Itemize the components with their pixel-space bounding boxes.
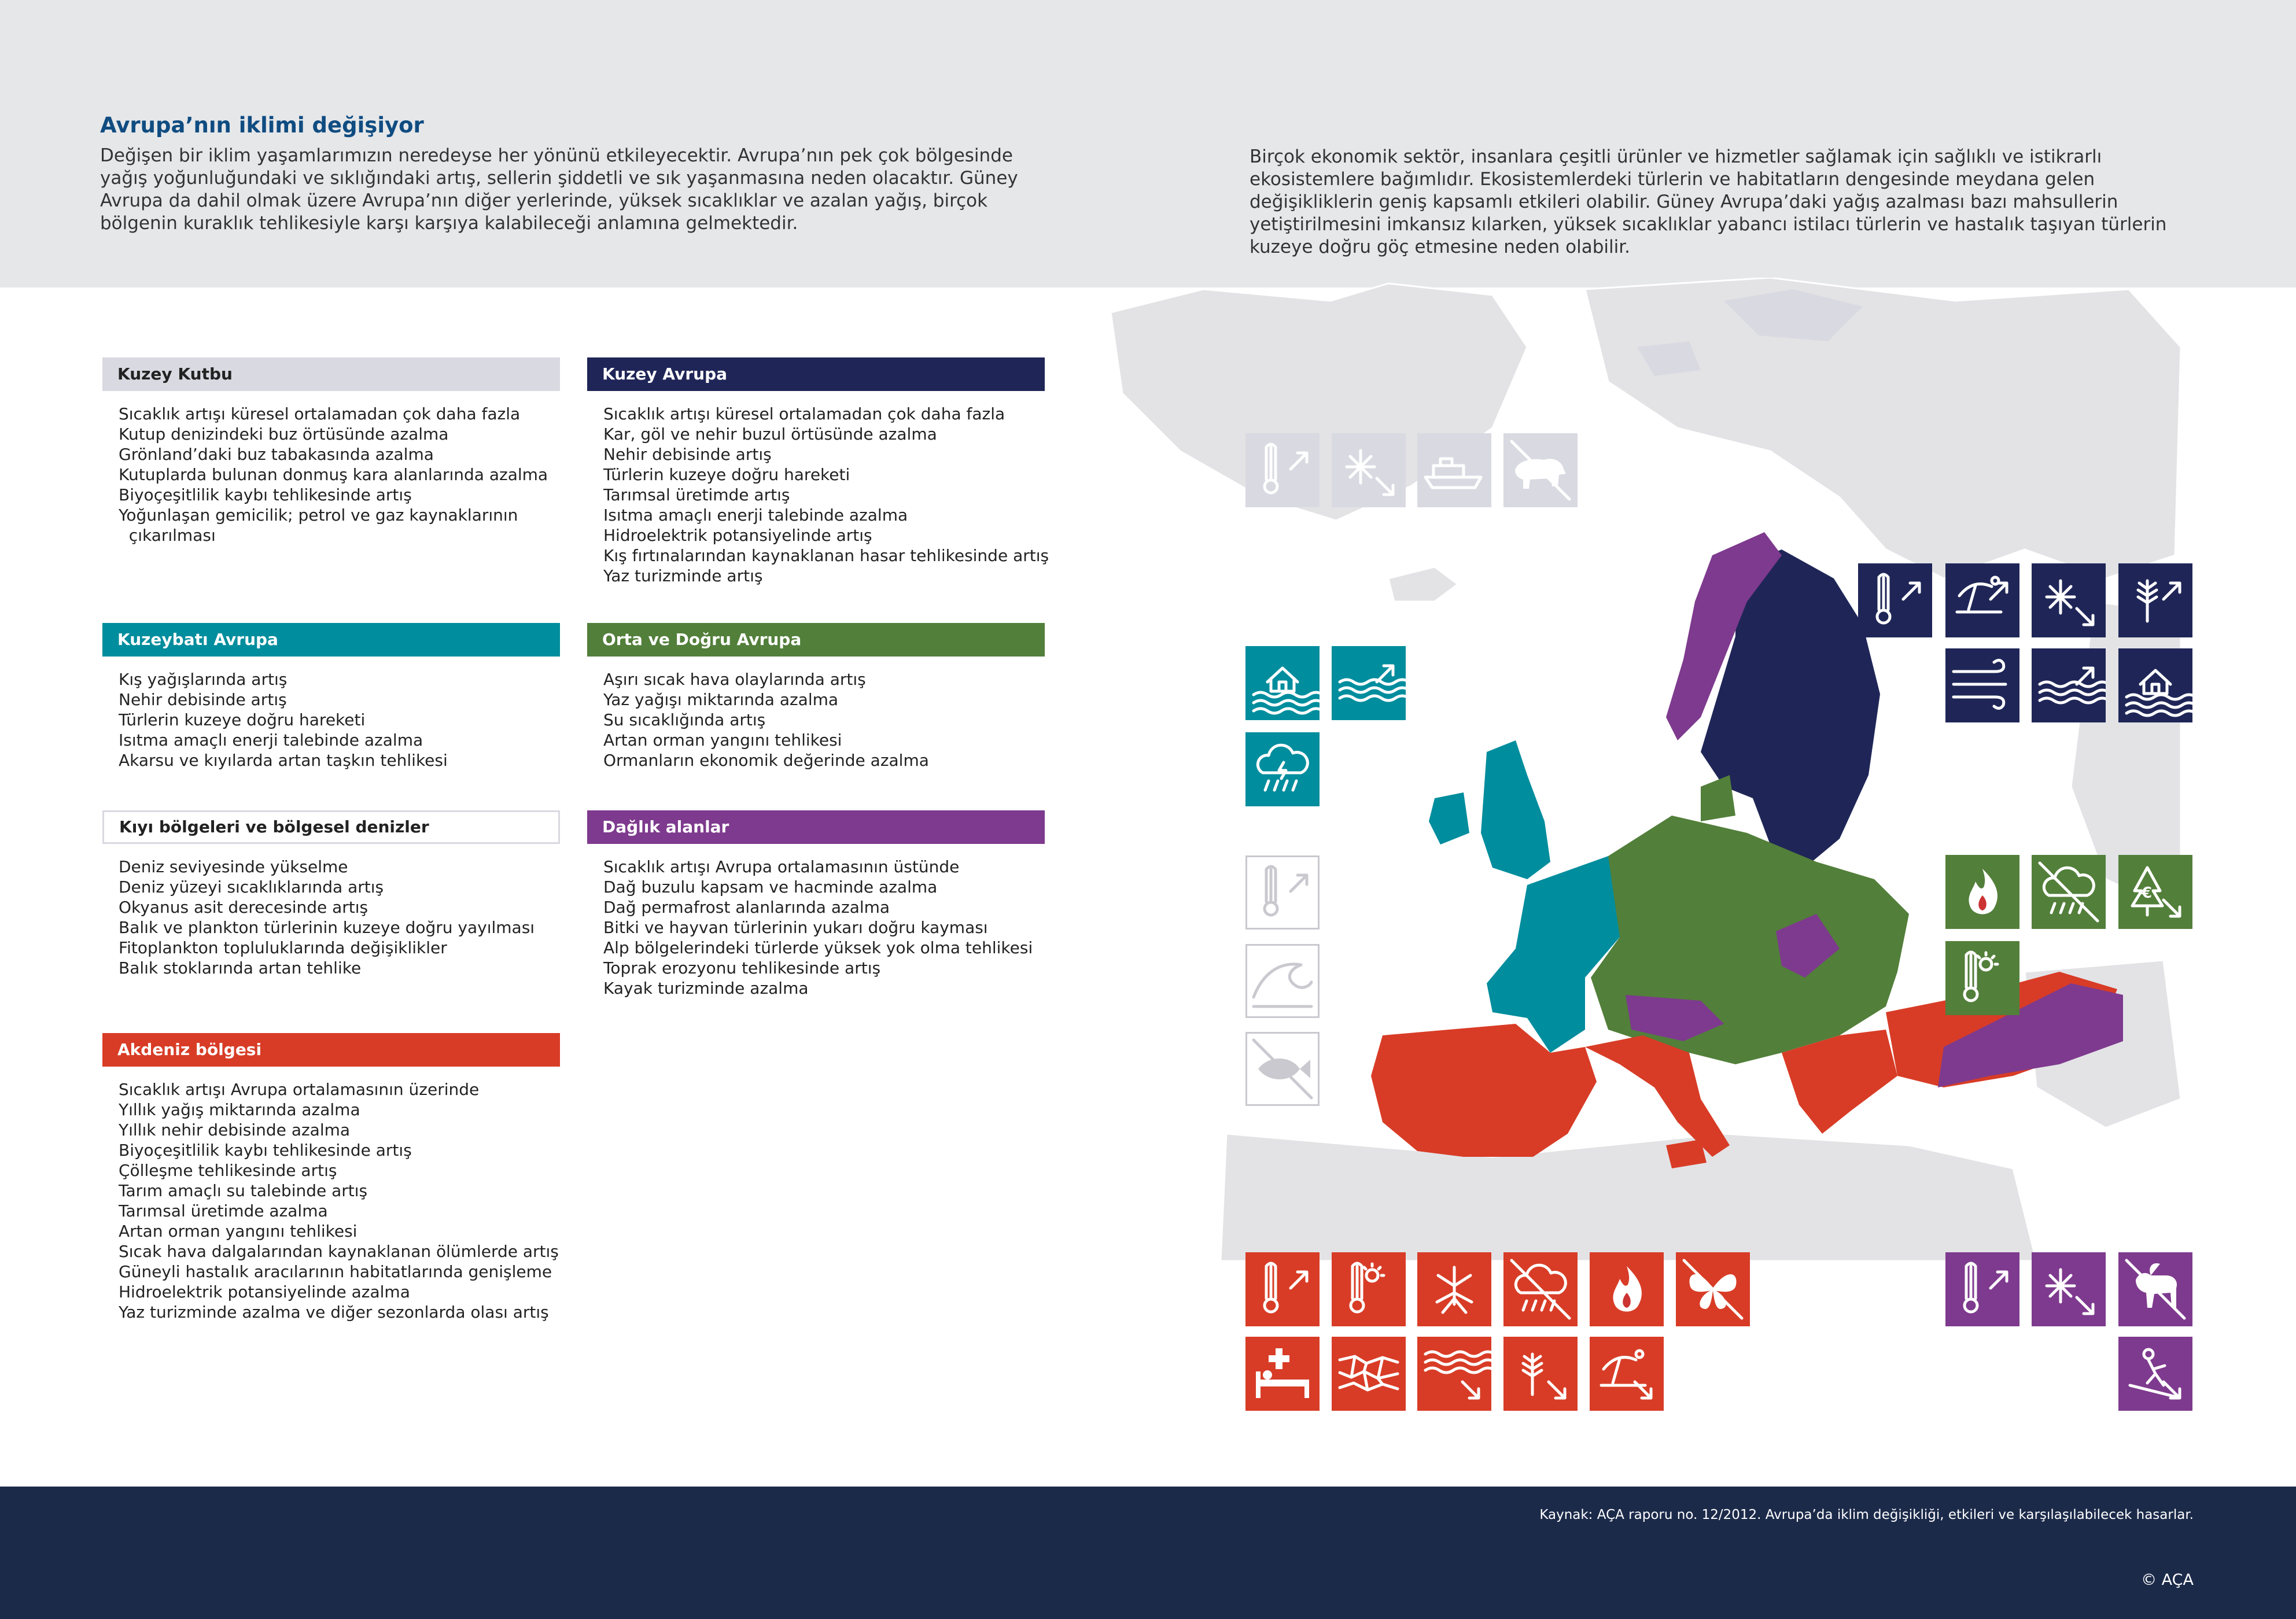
heat-sun-thermometer-icon	[1332, 1252, 1406, 1326]
list-item: Tarımsal üretimde artış	[603, 485, 790, 504]
snowflake-down-icon	[2032, 563, 2106, 637]
panel-mediterranean	[102, 1033, 560, 1322]
list-item: Kutup denizindeki buz örtüsünde azalma	[119, 425, 449, 444]
list-item: Balık stoklarında artan tehlike	[119, 958, 362, 978]
water-flow-down-icon	[1417, 1337, 1491, 1411]
list-item: Çölleşme tehlikesinde artış	[119, 1161, 337, 1180]
list-item: Su sıcaklığında artış	[603, 710, 766, 729]
desertification-icon	[1332, 1337, 1406, 1411]
page-title: Avrupa’nın iklimi değişiyor	[100, 113, 424, 138]
list-item: Akarsu ve kıyılarda artan taşkın tehlikesi	[119, 751, 448, 770]
water-level-up-icon	[2032, 648, 2106, 722]
list-item: Artan orman yangını tehlikesi	[603, 731, 842, 750]
panel-list	[102, 404, 560, 545]
list-item: Yaz turizminde azalma ve diğer sezonlarda olası artış	[119, 1303, 549, 1322]
mosquito-icon	[1417, 1252, 1491, 1326]
list-item: Hidroelektrik potansiyelinde artış	[603, 526, 872, 545]
list-item: Deniz yüzeyi sıcaklıklarında artış	[119, 877, 384, 897]
beach-tourism-down-icon	[1590, 1337, 1664, 1411]
panel-heading: Akdeniz bölgesi	[102, 1033, 560, 1067]
list-item: Yaz yağışı miktarında azalma	[603, 690, 839, 709]
list-item: Sıcaklık artışı Avrupa ortalamasının üstünde	[603, 857, 960, 876]
panel-list	[587, 669, 1045, 770]
ibex-crossed-icon	[2118, 1252, 2192, 1326]
list-item: Yıllık yağış miktarında azalma	[119, 1100, 360, 1119]
footer-band	[0, 1487, 2296, 1619]
list-item: Tarım amaçlı su talebinde artış	[119, 1181, 368, 1200]
snowflake-down-icon	[2032, 1252, 2106, 1326]
rain-crossed-icon	[2032, 855, 2106, 929]
list-item: Nehir debisinde artış	[603, 445, 772, 464]
panel-central-east-europe	[587, 623, 1045, 770]
thermometer-up-icon	[1945, 1252, 2019, 1326]
panel-mountain-areas	[587, 810, 1045, 998]
list-item: Kar, göl ve nehir buzul örtüsünde azalma	[603, 425, 937, 444]
copyright: © AÇA	[2141, 1571, 2194, 1589]
list-item: Deniz seviyesinde yükselme	[119, 857, 348, 876]
storm-rain-icon	[1245, 732, 1320, 806]
skiing-down-icon	[2118, 1337, 2192, 1411]
water-level-up-icon	[1332, 646, 1406, 720]
fish-crossed-icon	[1245, 1032, 1320, 1106]
intro-right-paragraph: Birçok ekonomik sektör, insanlara çeşitli ürünler ve hizmetler sağlamak için sağlıklı ve istikrarlı ekosistemlere bağımlıdır. Ekosistemlerdeki türlerin ve habitatların dengesinde meydana gelen değişikliklerin geniş kapsamlı etkileri olabilir. Güney Avrupa’daki yağış azalması bazı mahsullerin yetiştirilmesini imkansız kılarken, yüksek sıcaklıklar yabancı istilacı türlerin ve hastalık taşıyan türlerin kuzeye doğru göç etmesine neden olabilir.	[1250, 146, 2167, 257]
list-item: Dağ buzulu kapsam ve hacminde azalma	[603, 877, 938, 897]
list-item: Biyoçeşitlilik kaybı tehlikesinde artış	[119, 485, 412, 504]
wind-storm-icon	[1945, 648, 2019, 722]
panel-list	[102, 669, 560, 770]
thermometer-up-icon	[1245, 433, 1320, 507]
list-item: Grönland’daki buz tabakasında azalma	[119, 445, 434, 464]
crop-up-icon	[2118, 563, 2192, 637]
rain-crossed-icon	[1503, 1252, 1578, 1326]
forest-fire-icon	[1945, 855, 2019, 929]
panel-heading: Dağlık alanlar	[587, 810, 1045, 844]
panel-northwest-europe	[102, 623, 560, 770]
crop-down-icon	[1503, 1337, 1578, 1411]
list-item: Kayak turizminde azalma	[603, 979, 809, 998]
list-item: Sıcaklık artışı küresel ortalamadan çok daha fazla	[603, 404, 1005, 423]
list-item: Biyoçeşitlilik kaybı tehlikesinde artış	[119, 1141, 412, 1160]
thermometer-up-icon	[1858, 563, 1932, 637]
panel-heading: Kıyı bölgeleri ve bölgesel denizler	[102, 810, 560, 844]
list-item: Kış yağışlarında artış	[119, 670, 288, 689]
list-item: Bitki ve hayvan türlerinin yukarı doğru kayması	[603, 918, 988, 937]
list-item: Yoğunlaşan gemicilik; petrol ve gaz kaynaklarının	[119, 506, 518, 525]
panel-list	[102, 1079, 560, 1322]
polar-bear-crossed-icon	[1503, 433, 1578, 507]
flood-house-icon	[1245, 646, 1320, 720]
list-item: Türlerin kuzeye doğru hareketi	[603, 465, 850, 484]
wave-icon	[1245, 944, 1320, 1018]
beach-tourism-up-icon	[1945, 563, 2019, 637]
list-item: Tarımsal üretimde azalma	[119, 1201, 328, 1220]
forest-fire-icon	[1590, 1252, 1664, 1326]
flood-house-icon	[2118, 648, 2192, 722]
thermometer-up-icon	[1245, 1252, 1320, 1326]
list-item: Türlerin kuzeye doğru hareketi	[119, 710, 366, 729]
panel-list	[102, 857, 560, 978]
list-item: Sıcak hava dalgalarından kaynaklanan ölümlerde artış	[119, 1242, 559, 1261]
list-item: Hidroelektrik potansiyelinde azalma	[119, 1282, 410, 1301]
butterfly-crossed-icon	[1676, 1252, 1750, 1326]
list-item: Dağ permafrost alanlarında azalma	[603, 898, 890, 917]
ship-icon	[1417, 433, 1491, 507]
list-item: Kutuplarda bulunan donmuş kara alanlarında azalma	[119, 465, 548, 484]
panel-list	[587, 857, 1045, 998]
panel-heading: Kuzey Kutbu	[102, 357, 560, 391]
thermometer-up-icon	[1245, 855, 1320, 930]
list-item: Sıcaklık artışı küresel ortalamadan çok daha fazla	[119, 404, 521, 423]
list-item: Toprak erozyonu tehlikesinde artış	[603, 958, 881, 978]
list-item: çıkarılması	[119, 526, 216, 545]
list-item: Aşırı sıcak hava olaylarında artış	[603, 670, 866, 689]
list-item: Ormanların ekonomik değerinde azalma	[603, 751, 929, 770]
svg-text:€: €	[2142, 884, 2153, 902]
intro-left-paragraph: Değişen bir iklim yaşamlarımızın neredeyse her yönünü etkileyecektir. Avrupa’nın pek çok bölgesinde yağış yoğunluğundaki ve sıklığındaki artış, sellerin şiddetli ve sık yaşanmasına neden olacaktır. Güney Avrupa da dahil olmak üzere Avrupa’nın diğer yerlerinde, yüksek sıcaklıklar ve azalan yağış, birçok bölgenin kuraklık tehlikesiyle karşı karşıya kalabileceği anlamına gelmektedir.	[100, 145, 1018, 234]
source-citation: Kaynak: AÇA raporu no. 12/2012. Avrupa’da iklim değişikliği, etkileri ve karşılaşılabilecek hasarlar.	[1539, 1507, 2194, 1522]
panel-northern-europe	[587, 357, 1049, 586]
list-item: Yıllık nehir debisinde azalma	[119, 1120, 351, 1139]
panel-arctic	[102, 357, 560, 545]
list-item: Yaz turizminde artış	[603, 566, 763, 585]
list-item: Isıtma amaçlı enerji talebinde azalma	[603, 506, 908, 525]
list-item: Alp bölgelerindeki türlerde yüksek yok olma tehlikesi	[603, 938, 1033, 957]
list-item: Fitoplankton topluluklarında değişiklikler	[119, 938, 447, 957]
snowflake-down-icon	[1332, 433, 1406, 507]
panel-list	[587, 404, 1049, 586]
list-item: Kış fırtınalarından kaynaklanan hasar tehlikesinde artış	[603, 546, 1049, 565]
forest-value-down-icon	[2118, 855, 2192, 929]
hospital-bed-icon	[1245, 1337, 1320, 1411]
panel-coastal-seas	[102, 810, 560, 978]
list-item: Okyanus asit derecesinde artış	[119, 898, 368, 917]
panel-heading: Kuzeybatı Avrupa	[102, 623, 560, 657]
list-item: Balık ve plankton türlerinin kuzeye doğru yayılması	[119, 918, 535, 937]
list-item: Isıtma amaçlı enerji talebinde azalma	[119, 731, 423, 750]
list-item: Sıcaklık artışı Avrupa ortalamasının üzerinde	[119, 1080, 480, 1099]
list-item: Güneyli hastalık aracılarının habitatlarında genişleme	[119, 1262, 552, 1281]
list-item: Artan orman yangını tehlikesi	[119, 1222, 358, 1241]
heat-sun-thermometer-icon	[1945, 941, 2019, 1015]
panel-heading: Kuzey Avrupa	[587, 357, 1045, 391]
panel-heading: Orta ve Doğru Avrupa	[587, 623, 1045, 657]
list-item: Nehir debisinde artış	[119, 690, 287, 709]
